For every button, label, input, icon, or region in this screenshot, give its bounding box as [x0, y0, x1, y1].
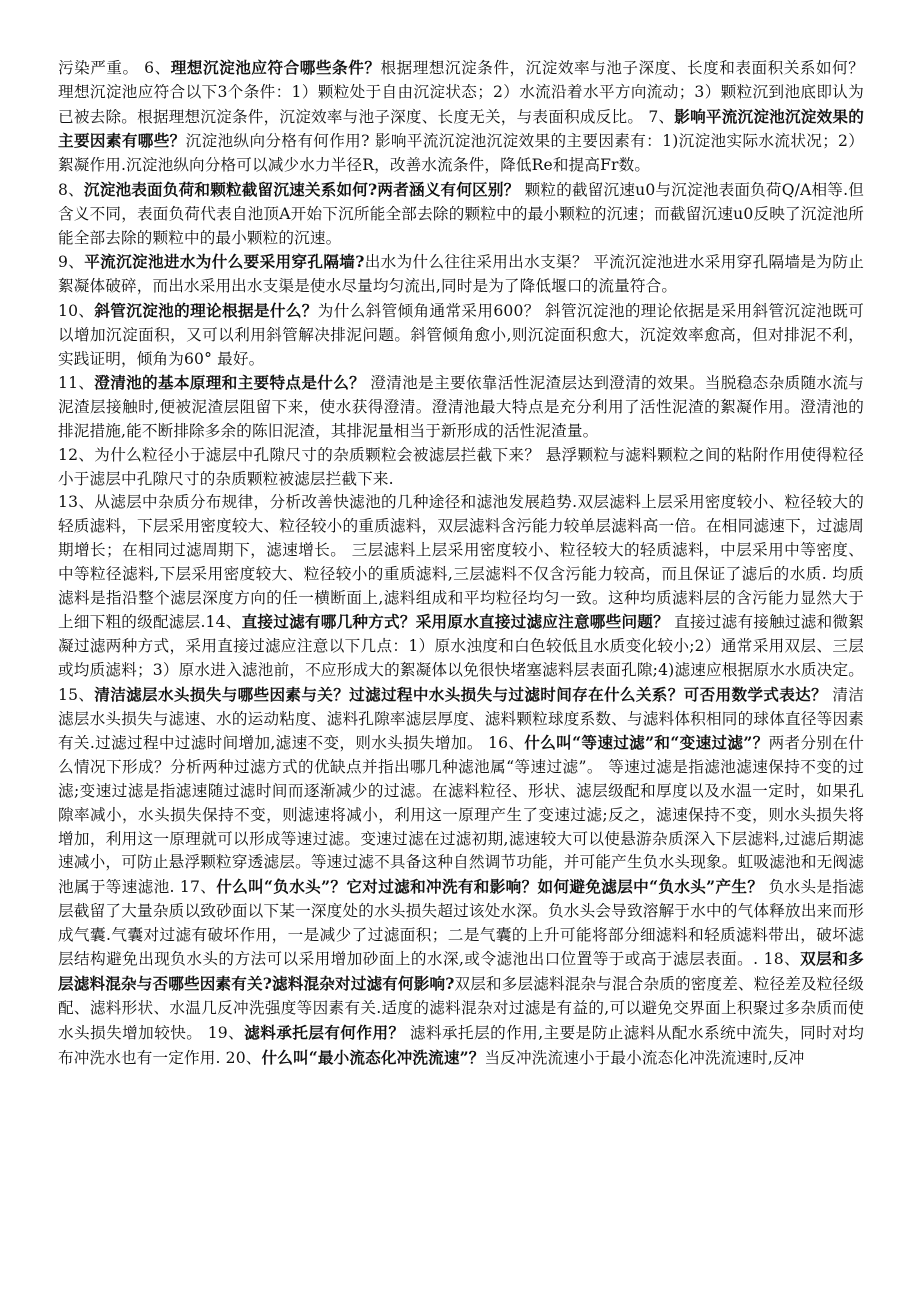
paragraph: [58, 178, 864, 250]
question-text: 斜管沉淀池的理论根据是什么？: [94, 300, 318, 320]
answer-text: 双层和多层滤料混杂与混合杂质的密度差、粒径差及粒径级配、滤料形状、水温几反冲洗强度等因素有关.适度的滤料混杂对过滤是有益的,可以避免交界面上积聚过多杂质而使水头损失增加较快。 19、: [58, 975, 864, 1042]
answer-text: 直接过滤有接触过滤和微絮凝过滤两种方式，采用直接过滤应注意以下几点：1）原水浊度和白色较低且水质变化较小;2）通常采用双层、三层或均质滤料；3）原水进入滤池前，不应形成大的絮凝体以免很快堵塞滤料层表面孔隙;4)滤速应根据原水水质决定。15、: [58, 613, 864, 704]
question-text: 什么叫“负水头”？它对过滤和冲洗有和影响？如何避免滤层中“负水头”产生？: [216, 877, 764, 897]
question-text: 理想沉淀池应符合哪些条件？: [170, 58, 381, 77]
answer-text: 为什么斜管倾角通常采用600？ 斜管沉淀池的理论依据是采用斜管沉淀池既可以增加沉淀面积，又可以利用斜管解决排泥问题。斜管倾角愈小,则沉淀面积愈大，沉淀效率愈高，但对排泥不利，实践证明，倾角为60° 最好。: [58, 301, 864, 368]
question-text: 双层和多层滤料混杂与否哪些因素有关?滤料混杂对过滤有何影响?: [58, 949, 864, 994]
answer-text: 9、: [58, 253, 85, 272]
answer-text: 根据理想沉淀条件，沉淀效率与池子深度、长度和表面积关系如何？ 理想沉淀池应符合以下3个条件：1）颗粒处于自由沉淀状态；2）水流沿着水平方向流动；3）颗粒沉到池底即认为已被去除。根据理想沉淀条件，沉淀效率与池子深度、长度无关，与表面积成反比。 7、: [58, 59, 864, 126]
paragraph: [58, 371, 864, 443]
answer-text: 13、从滤层中杂质分布规律，分析改善快滤池的几种途径和滤池发展趋势.双层滤料上层采用密度较小、粒径较大的轻质滤料，下层采用密度较大、粒径较小的重质滤料，双层滤料含污能力较单层滤料高一倍。在相同滤速下，过滤周期增长；在相同过滤周期下，滤速增长。 三层滤料上层采用密度较小、粒径较大的轻质滤料，中层采用中等密度、中等粒径滤料,下层采用密度较大、粒径较小的重质滤料,三层滤料不仅含污能力较高，而且保证了滤后的水质. 均质滤料是指沿整个滤层深度方向的任一横断面上,滤料组成和平均粒径均匀一致。这种均质滤料层的含污能力显然大于上细下粗的级配滤层.14、: [58, 493, 864, 632]
answer-text: 出水为什么往往采用出水支渠？ 平流沉淀池进水采用穿孔隔墙是为防止絮凝体破碎，而出水采用出水支渠是使水尽量均匀流出,同时是为了降低堰口的流量符合。: [58, 253, 864, 296]
answer-text: 8、: [58, 180, 84, 199]
paragraph: [58, 299, 864, 371]
question-text: 平流沉淀池进水为什么要采用穿孔隔墙?: [84, 252, 365, 272]
answer-text: 污染严重。 6、: [58, 59, 171, 77]
answer-text: 清洁滤层水头损失与滤速、水的运动粘度、滤料孔隙率滤层厚度、滤料颗粒球度系数、与滤料体积相同的球体直径等因素有关.过滤过程中过滤时间增加,滤速不变，则水头损失增加。 16、: [58, 685, 864, 753]
answer-text: 颗粒的截留沉速u0与沉淀池表面负荷Q/A相等.但含义不同，表面负荷代表自池顶A开始下沉所能全部去除的颗粒中的最小颗粒的沉速；而截留沉速u0反映了沉淀池所能全部去除的颗粒中的最小颗粒的沉速。: [58, 180, 864, 247]
question-text: 影响平流沉淀池沉淀效果的主要因素有哪些？: [58, 106, 864, 151]
answer-text: 澄清池是主要依靠活性泥渣层达到澄清的效果。当脱稳态杂质随水流与泥渣层接触时,便被泥渣层阻留下来，使水获得澄清。澄清池最大特点是充分利用了活性泥渣的絮凝作用。澄清池的排泥措施,能不断排除多余的陈旧泥渣，其排泥量相当于新形成的活性泥渣量。: [58, 374, 864, 440]
answer-text: 当反冲洗流速小于最小流态化冲洗流速时,反冲: [484, 1048, 805, 1067]
answer-text: 负水头是指滤层截留了大量杂质以致砂面以下某一深度处的水头损失超过该处水深。负水头会导致溶解于水中的气体释放出来而形成气囊.气囊对过滤有破坏作用，一是减少了过滤面积；二是气囊的上升可能将部分细滤料和轻质滤料带出，破坏滤层结构避免出现负水头的方法可以采用增加砂面上的水深,或令滤池出口位置等于或高于滤层表面。. 18、: [58, 878, 865, 969]
answer-text: 沉淀池纵向分格有何作用? 影响平流沉淀池沉淀效果的主要因素有：1)沉淀池实际水流状况；2）絮凝作用.沉淀池纵向分格可以减少水力半径R，改善水流条件，降低Re和提高Fr数。: [58, 132, 865, 175]
question-text: 什么叫“最小流态化冲洗流速”？: [261, 1047, 485, 1067]
answer-text: 12、为什么粒径小于滤层中孔隙尺寸的杂质颗粒会被滤层拦截下来？ 悬浮颗粒与滤料颗粒之间的粘附作用使得粒径小于滤层中孔隙尺寸的杂质颗粒被滤层拦截下来.: [58, 445, 864, 488]
question-text: 澄清池的基本原理和主要特点是什么？: [94, 373, 366, 393]
question-text: 清洁滤层水头损失与哪些因素与关？过滤过程中水头损失与过滤时间存在什么关系？可否用数学式表达？: [94, 684, 828, 704]
answer-text: 11、: [58, 374, 95, 393]
question-text: 滤料承托层有何作用？: [244, 1022, 405, 1042]
question-text: 直接过滤有哪几种方式？采用原水直接过滤应注意哪些问题？: [241, 612, 669, 632]
answer-text: 滤料承托层的作用,主要是防止滤料从配水系统中流失，同时对均布冲洗水也有一定作用. 20、: [58, 1023, 864, 1067]
paragraph: [58, 250, 864, 299]
paragraph: [58, 444, 864, 492]
paragraph: [58, 491, 864, 1070]
question-text: 沉淀池表面负荷和颗粒截留沉速关系如何?两者涵义有何区别？: [83, 179, 520, 199]
paragraph: [58, 56, 864, 178]
answer-text: 10、: [58, 301, 95, 320]
answer-text: 两者分别在什么情况下形成？分析两种过滤方式的优缺点并指出哪几种滤池属“等速过滤”。 等速过滤是指滤池滤速保持不变的过滤;变速过滤是指滤速随过滤时间而逐渐减少的过滤。在滤料粒径、形状、滤层级配和厚度以及水温一定时，如果孔隙率减小，水头损失保持不变，则滤速将减小，利用这一原理产生了变速过滤;反之，滤速保持不变，则水头损失将增加，利用这一原理就可以形成等速过滤。变速过滤在过滤初期,滤速较大可以使悬游杂质深入下层滤料,过滤后期滤速减小，可防止悬浮颗粒穿透滤层。等速过滤不具备这种自然调节功能，并可能产生负水头现象。虹吸滤池和无阀滤池属于等速滤池. 17、: [58, 734, 864, 897]
question-text: 什么叫“等速过滤”和“变速过滤”？: [524, 733, 769, 753]
